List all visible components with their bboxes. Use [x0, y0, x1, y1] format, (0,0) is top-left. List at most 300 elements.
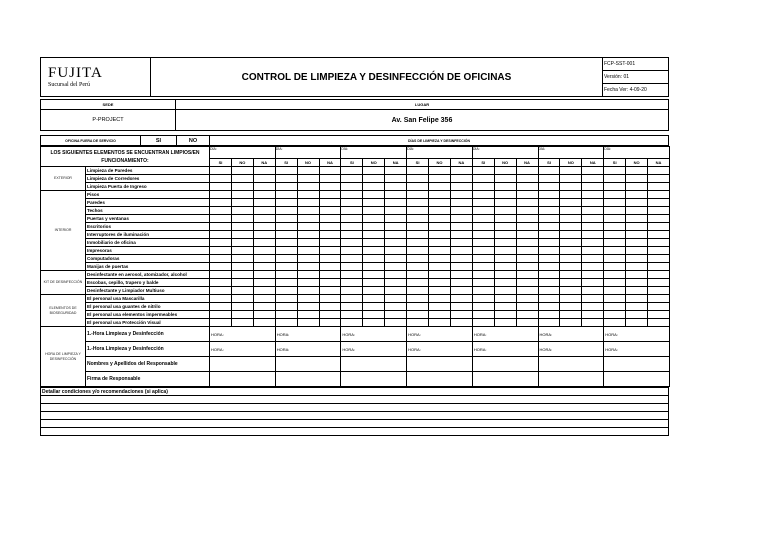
- check-cell[interactable]: [363, 263, 385, 271]
- check-cell[interactable]: [407, 199, 429, 207]
- check-cell[interactable]: [341, 247, 363, 255]
- check-cell[interactable]: [319, 215, 341, 223]
- check-cell[interactable]: [210, 239, 232, 247]
- check-cell[interactable]: [275, 239, 297, 247]
- hora-cell[interactable]: HORA:: [210, 327, 276, 342]
- hora-cell[interactable]: HORA:: [604, 327, 670, 342]
- check-cell[interactable]: [210, 247, 232, 255]
- check-cell[interactable]: [582, 239, 604, 247]
- check-cell[interactable]: [297, 311, 319, 319]
- check-cell[interactable]: [582, 167, 604, 175]
- check-cell[interactable]: [319, 311, 341, 319]
- check-cell[interactable]: [297, 263, 319, 271]
- check-cell[interactable]: [407, 223, 429, 231]
- check-cell[interactable]: [516, 319, 538, 327]
- check-cell[interactable]: [341, 215, 363, 223]
- day-header-3[interactable]: DÍA:: [341, 147, 407, 159]
- check-cell[interactable]: [582, 223, 604, 231]
- check-cell[interactable]: [210, 191, 232, 199]
- signature-cell[interactable]: [341, 372, 407, 387]
- sede-value[interactable]: P-PROJECT: [41, 110, 176, 131]
- check-cell[interactable]: [538, 223, 560, 231]
- check-cell[interactable]: [275, 223, 297, 231]
- check-cell[interactable]: [450, 263, 472, 271]
- check-cell[interactable]: [253, 239, 275, 247]
- check-cell[interactable]: [253, 319, 275, 327]
- signature-cell[interactable]: [472, 357, 538, 372]
- check-cell[interactable]: [429, 167, 451, 175]
- check-cell[interactable]: [275, 231, 297, 239]
- check-cell[interactable]: [319, 271, 341, 279]
- check-cell[interactable]: [494, 303, 516, 311]
- check-cell[interactable]: [604, 175, 626, 183]
- check-cell[interactable]: [341, 279, 363, 287]
- check-cell[interactable]: [538, 303, 560, 311]
- check-cell[interactable]: [429, 287, 451, 295]
- check-cell[interactable]: [516, 311, 538, 319]
- check-cell[interactable]: [560, 167, 582, 175]
- check-cell[interactable]: [429, 175, 451, 183]
- check-cell[interactable]: [297, 295, 319, 303]
- check-cell[interactable]: [582, 303, 604, 311]
- check-cell[interactable]: [560, 279, 582, 287]
- check-cell[interactable]: [538, 311, 560, 319]
- check-cell[interactable]: [626, 207, 648, 215]
- notes-line[interactable]: [41, 412, 669, 420]
- check-cell[interactable]: [341, 183, 363, 191]
- check-cell[interactable]: [407, 167, 429, 175]
- check-cell[interactable]: [626, 255, 648, 263]
- check-cell[interactable]: [538, 239, 560, 247]
- check-cell[interactable]: [275, 183, 297, 191]
- check-cell[interactable]: [494, 255, 516, 263]
- check-cell[interactable]: [450, 199, 472, 207]
- check-cell[interactable]: [648, 247, 670, 255]
- check-cell[interactable]: [407, 303, 429, 311]
- check-cell[interactable]: [363, 167, 385, 175]
- check-cell[interactable]: [626, 319, 648, 327]
- hora-cell[interactable]: HORA:: [341, 327, 407, 342]
- signature-cell[interactable]: [275, 357, 341, 372]
- check-cell[interactable]: [231, 271, 253, 279]
- check-cell[interactable]: [626, 247, 648, 255]
- check-cell[interactable]: [582, 207, 604, 215]
- check-cell[interactable]: [494, 191, 516, 199]
- check-cell[interactable]: [429, 279, 451, 287]
- check-cell[interactable]: [385, 215, 407, 223]
- check-cell[interactable]: [275, 319, 297, 327]
- check-cell[interactable]: [363, 279, 385, 287]
- check-cell[interactable]: [538, 167, 560, 175]
- check-cell[interactable]: [538, 191, 560, 199]
- check-cell[interactable]: [297, 207, 319, 215]
- check-cell[interactable]: [626, 295, 648, 303]
- check-cell[interactable]: [385, 191, 407, 199]
- check-cell[interactable]: [450, 239, 472, 247]
- check-cell[interactable]: [363, 223, 385, 231]
- check-cell[interactable]: [385, 263, 407, 271]
- check-cell[interactable]: [648, 231, 670, 239]
- check-cell[interactable]: [516, 191, 538, 199]
- check-cell[interactable]: [253, 231, 275, 239]
- check-cell[interactable]: [648, 319, 670, 327]
- check-cell[interactable]: [253, 183, 275, 191]
- check-cell[interactable]: [604, 215, 626, 223]
- check-cell[interactable]: [341, 303, 363, 311]
- check-cell[interactable]: [363, 295, 385, 303]
- check-cell[interactable]: [275, 215, 297, 223]
- out-of-service-si[interactable]: SI: [141, 136, 177, 146]
- check-cell[interactable]: [429, 255, 451, 263]
- check-cell[interactable]: [385, 279, 407, 287]
- check-cell[interactable]: [560, 215, 582, 223]
- check-cell[interactable]: [516, 295, 538, 303]
- check-cell[interactable]: [341, 175, 363, 183]
- check-cell[interactable]: [297, 319, 319, 327]
- out-of-service-no[interactable]: NO: [177, 136, 210, 146]
- check-cell[interactable]: [407, 311, 429, 319]
- check-cell[interactable]: [231, 207, 253, 215]
- check-cell[interactable]: [560, 231, 582, 239]
- check-cell[interactable]: [275, 175, 297, 183]
- hora-cell[interactable]: HORA:: [210, 342, 276, 357]
- check-cell[interactable]: [363, 215, 385, 223]
- check-cell[interactable]: [385, 271, 407, 279]
- check-cell[interactable]: [494, 207, 516, 215]
- check-cell[interactable]: [253, 223, 275, 231]
- check-cell[interactable]: [429, 263, 451, 271]
- hora-cell[interactable]: HORA:: [275, 342, 341, 357]
- check-cell[interactable]: [604, 231, 626, 239]
- check-cell[interactable]: [253, 311, 275, 319]
- check-cell[interactable]: [582, 255, 604, 263]
- check-cell[interactable]: [210, 167, 232, 175]
- check-cell[interactable]: [385, 207, 407, 215]
- check-cell[interactable]: [626, 167, 648, 175]
- check-cell[interactable]: [297, 279, 319, 287]
- notes-line[interactable]: [41, 420, 669, 428]
- check-cell[interactable]: [604, 223, 626, 231]
- check-cell[interactable]: [319, 319, 341, 327]
- check-cell[interactable]: [560, 319, 582, 327]
- hora-cell[interactable]: HORA:: [472, 327, 538, 342]
- check-cell[interactable]: [604, 247, 626, 255]
- check-cell[interactable]: [538, 295, 560, 303]
- check-cell[interactable]: [516, 207, 538, 215]
- check-cell[interactable]: [385, 231, 407, 239]
- check-cell[interactable]: [626, 263, 648, 271]
- check-cell[interactable]: [319, 183, 341, 191]
- check-cell[interactable]: [450, 223, 472, 231]
- check-cell[interactable]: [516, 247, 538, 255]
- check-cell[interactable]: [385, 255, 407, 263]
- check-cell[interactable]: [516, 183, 538, 191]
- check-cell[interactable]: [319, 207, 341, 215]
- check-cell[interactable]: [648, 311, 670, 319]
- check-cell[interactable]: [538, 287, 560, 295]
- check-cell[interactable]: [450, 215, 472, 223]
- check-cell[interactable]: [472, 175, 494, 183]
- check-cell[interactable]: [626, 311, 648, 319]
- check-cell[interactable]: [363, 271, 385, 279]
- check-cell[interactable]: [407, 319, 429, 327]
- check-cell[interactable]: [450, 311, 472, 319]
- hora-cell[interactable]: HORA:: [407, 327, 473, 342]
- check-cell[interactable]: [210, 199, 232, 207]
- check-cell[interactable]: [472, 311, 494, 319]
- day-header-4[interactable]: DÍA:: [407, 147, 473, 159]
- check-cell[interactable]: [231, 319, 253, 327]
- check-cell[interactable]: [363, 175, 385, 183]
- check-cell[interactable]: [494, 287, 516, 295]
- check-cell[interactable]: [494, 215, 516, 223]
- check-cell[interactable]: [210, 271, 232, 279]
- check-cell[interactable]: [231, 255, 253, 263]
- check-cell[interactable]: [319, 167, 341, 175]
- check-cell[interactable]: [363, 239, 385, 247]
- check-cell[interactable]: [494, 271, 516, 279]
- check-cell[interactable]: [319, 287, 341, 295]
- check-cell[interactable]: [253, 303, 275, 311]
- check-cell[interactable]: [538, 319, 560, 327]
- check-cell[interactable]: [472, 223, 494, 231]
- check-cell[interactable]: [341, 295, 363, 303]
- check-cell[interactable]: [275, 295, 297, 303]
- check-cell[interactable]: [560, 199, 582, 207]
- check-cell[interactable]: [429, 295, 451, 303]
- day-header-5[interactable]: DÍA:: [472, 147, 538, 159]
- signature-cell[interactable]: [538, 357, 604, 372]
- check-cell[interactable]: [516, 303, 538, 311]
- check-cell[interactable]: [560, 263, 582, 271]
- check-cell[interactable]: [516, 255, 538, 263]
- check-cell[interactable]: [253, 255, 275, 263]
- check-cell[interactable]: [363, 207, 385, 215]
- signature-cell[interactable]: [604, 357, 670, 372]
- hora-cell[interactable]: HORA:: [341, 342, 407, 357]
- check-cell[interactable]: [385, 183, 407, 191]
- check-cell[interactable]: [626, 183, 648, 191]
- check-cell[interactable]: [275, 303, 297, 311]
- check-cell[interactable]: [472, 271, 494, 279]
- check-cell[interactable]: [626, 199, 648, 207]
- day-header-7[interactable]: DÍA:: [604, 147, 670, 159]
- check-cell[interactable]: [275, 207, 297, 215]
- check-cell[interactable]: [450, 271, 472, 279]
- check-cell[interactable]: [494, 239, 516, 247]
- check-cell[interactable]: [429, 207, 451, 215]
- day-header-6[interactable]: DÍA:: [538, 147, 604, 159]
- check-cell[interactable]: [450, 303, 472, 311]
- check-cell[interactable]: [648, 279, 670, 287]
- check-cell[interactable]: [407, 183, 429, 191]
- check-cell[interactable]: [472, 319, 494, 327]
- check-cell[interactable]: [472, 255, 494, 263]
- check-cell[interactable]: [494, 247, 516, 255]
- check-cell[interactable]: [472, 279, 494, 287]
- check-cell[interactable]: [516, 263, 538, 271]
- check-cell[interactable]: [429, 311, 451, 319]
- check-cell[interactable]: [516, 167, 538, 175]
- check-cell[interactable]: [341, 231, 363, 239]
- check-cell[interactable]: [297, 175, 319, 183]
- check-cell[interactable]: [560, 303, 582, 311]
- check-cell[interactable]: [494, 263, 516, 271]
- hora-cell[interactable]: HORA:: [538, 342, 604, 357]
- check-cell[interactable]: [297, 303, 319, 311]
- check-cell[interactable]: [560, 295, 582, 303]
- check-cell[interactable]: [538, 231, 560, 239]
- check-cell[interactable]: [604, 263, 626, 271]
- check-cell[interactable]: [429, 191, 451, 199]
- check-cell[interactable]: [210, 263, 232, 271]
- check-cell[interactable]: [582, 271, 604, 279]
- check-cell[interactable]: [407, 247, 429, 255]
- check-cell[interactable]: [516, 271, 538, 279]
- check-cell[interactable]: [538, 183, 560, 191]
- check-cell[interactable]: [516, 199, 538, 207]
- check-cell[interactable]: [429, 319, 451, 327]
- check-cell[interactable]: [648, 175, 670, 183]
- check-cell[interactable]: [560, 311, 582, 319]
- notes-line[interactable]: [41, 396, 669, 404]
- check-cell[interactable]: [648, 183, 670, 191]
- check-cell[interactable]: [494, 311, 516, 319]
- check-cell[interactable]: [231, 199, 253, 207]
- hora-cell[interactable]: HORA:: [538, 327, 604, 342]
- check-cell[interactable]: [210, 255, 232, 263]
- check-cell[interactable]: [560, 223, 582, 231]
- check-cell[interactable]: [385, 319, 407, 327]
- check-cell[interactable]: [275, 271, 297, 279]
- check-cell[interactable]: [648, 199, 670, 207]
- check-cell[interactable]: [626, 215, 648, 223]
- check-cell[interactable]: [363, 247, 385, 255]
- check-cell[interactable]: [472, 295, 494, 303]
- check-cell[interactable]: [253, 247, 275, 255]
- check-cell[interactable]: [297, 239, 319, 247]
- check-cell[interactable]: [648, 295, 670, 303]
- check-cell[interactable]: [385, 175, 407, 183]
- check-cell[interactable]: [407, 215, 429, 223]
- check-cell[interactable]: [363, 199, 385, 207]
- check-cell[interactable]: [231, 295, 253, 303]
- check-cell[interactable]: [319, 295, 341, 303]
- check-cell[interactable]: [626, 231, 648, 239]
- check-cell[interactable]: [450, 295, 472, 303]
- check-cell[interactable]: [275, 167, 297, 175]
- check-cell[interactable]: [604, 311, 626, 319]
- check-cell[interactable]: [604, 191, 626, 199]
- check-cell[interactable]: [472, 247, 494, 255]
- check-cell[interactable]: [582, 215, 604, 223]
- check-cell[interactable]: [297, 271, 319, 279]
- check-cell[interactable]: [363, 319, 385, 327]
- check-cell[interactable]: [472, 287, 494, 295]
- check-cell[interactable]: [604, 167, 626, 175]
- check-cell[interactable]: [560, 247, 582, 255]
- check-cell[interactable]: [407, 295, 429, 303]
- check-cell[interactable]: [560, 271, 582, 279]
- check-cell[interactable]: [319, 279, 341, 287]
- check-cell[interactable]: [210, 311, 232, 319]
- check-cell[interactable]: [429, 183, 451, 191]
- check-cell[interactable]: [319, 231, 341, 239]
- hora-cell[interactable]: HORA:: [275, 327, 341, 342]
- check-cell[interactable]: [582, 199, 604, 207]
- check-cell[interactable]: [560, 255, 582, 263]
- check-cell[interactable]: [297, 223, 319, 231]
- check-cell[interactable]: [231, 287, 253, 295]
- check-cell[interactable]: [516, 239, 538, 247]
- check-cell[interactable]: [516, 215, 538, 223]
- check-cell[interactable]: [648, 263, 670, 271]
- check-cell[interactable]: [231, 263, 253, 271]
- check-cell[interactable]: [648, 271, 670, 279]
- check-cell[interactable]: [494, 167, 516, 175]
- signature-cell[interactable]: [210, 372, 276, 387]
- check-cell[interactable]: [297, 215, 319, 223]
- check-cell[interactable]: [516, 279, 538, 287]
- check-cell[interactable]: [450, 175, 472, 183]
- check-cell[interactable]: [319, 191, 341, 199]
- check-cell[interactable]: [582, 263, 604, 271]
- check-cell[interactable]: [341, 239, 363, 247]
- check-cell[interactable]: [538, 199, 560, 207]
- hora-cell[interactable]: HORA:: [604, 342, 670, 357]
- check-cell[interactable]: [604, 199, 626, 207]
- check-cell[interactable]: [253, 287, 275, 295]
- signature-cell[interactable]: [538, 372, 604, 387]
- check-cell[interactable]: [341, 271, 363, 279]
- check-cell[interactable]: [538, 263, 560, 271]
- check-cell[interactable]: [450, 207, 472, 215]
- check-cell[interactable]: [648, 167, 670, 175]
- check-cell[interactable]: [582, 311, 604, 319]
- check-cell[interactable]: [275, 311, 297, 319]
- check-cell[interactable]: [407, 191, 429, 199]
- check-cell[interactable]: [494, 223, 516, 231]
- signature-cell[interactable]: [472, 372, 538, 387]
- check-cell[interactable]: [472, 191, 494, 199]
- signature-cell[interactable]: [604, 372, 670, 387]
- signature-cell[interactable]: [341, 357, 407, 372]
- check-cell[interactable]: [341, 287, 363, 295]
- check-cell[interactable]: [319, 263, 341, 271]
- check-cell[interactable]: [429, 271, 451, 279]
- check-cell[interactable]: [297, 191, 319, 199]
- check-cell[interactable]: [231, 223, 253, 231]
- check-cell[interactable]: [210, 319, 232, 327]
- check-cell[interactable]: [494, 295, 516, 303]
- check-cell[interactable]: [253, 279, 275, 287]
- hora-cell[interactable]: HORA:: [407, 342, 473, 357]
- check-cell[interactable]: [604, 295, 626, 303]
- check-cell[interactable]: [363, 303, 385, 311]
- check-cell[interactable]: [538, 255, 560, 263]
- check-cell[interactable]: [626, 191, 648, 199]
- check-cell[interactable]: [385, 167, 407, 175]
- check-cell[interactable]: [407, 175, 429, 183]
- check-cell[interactable]: [319, 303, 341, 311]
- check-cell[interactable]: [429, 223, 451, 231]
- check-cell[interactable]: [582, 319, 604, 327]
- check-cell[interactable]: [275, 263, 297, 271]
- check-cell[interactable]: [253, 191, 275, 199]
- check-cell[interactable]: [582, 191, 604, 199]
- check-cell[interactable]: [231, 231, 253, 239]
- check-cell[interactable]: [210, 279, 232, 287]
